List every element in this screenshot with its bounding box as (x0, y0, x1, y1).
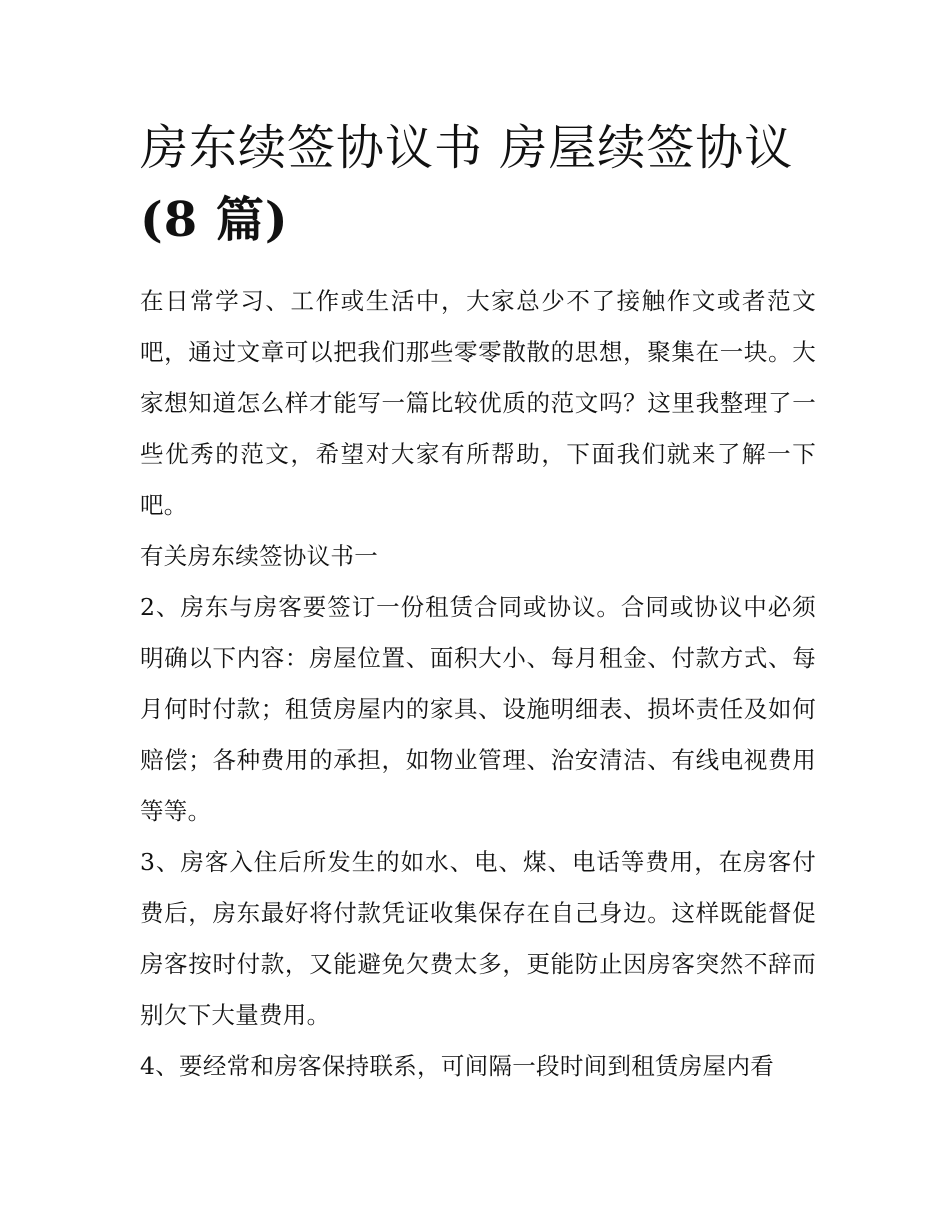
section-heading: 有关房东续签协议书一 (140, 542, 378, 570)
document-title (140, 112, 816, 256)
item-paragraph-3: 3、房客入住后所发生的如水、电、煤、电话等费用，在房客付费后，房东最好将付款凭证收集保存在自己身边。这样既能督促房客按时付款，又能避免欠费太多，更能防止因房客突然不辞而别欠下大量费用。 (140, 848, 816, 1029)
item-paragraph-4: 4、要经常和房客保持联系，可间隔一段时间到租赁房屋内看 (140, 1052, 775, 1080)
item-paragraph-2: 2、房东与房客要签订一份租赁合同或协议。合同或协议中必须明确以下内容：房屋位置、面积大小、每月租金、付款方式、每月何时付款；租赁房屋内的家具、设施明细表、损坏责任及如何赔偿；各种费用的承担，如物业管理、治安清洁、有线电视费用等等。 (140, 593, 816, 825)
document-page (140, 112, 816, 1092)
title-line-2: (8 篇) (140, 192, 289, 248)
intro-paragraph: 在日常学习、工作或生活中，大家总少不了接触作文或者范文吧，通过文章可以把我们那些零零散散的思想，聚集在一块。大家想知道怎么样才能写一篇比较优质的范文吗？这里我整理了一些优秀的范文，希望对大家有所帮助，下面我们就来了解一下吧。 (140, 287, 816, 519)
title-line-1: 房东续签协议书 房屋续签协议 (140, 120, 794, 176)
